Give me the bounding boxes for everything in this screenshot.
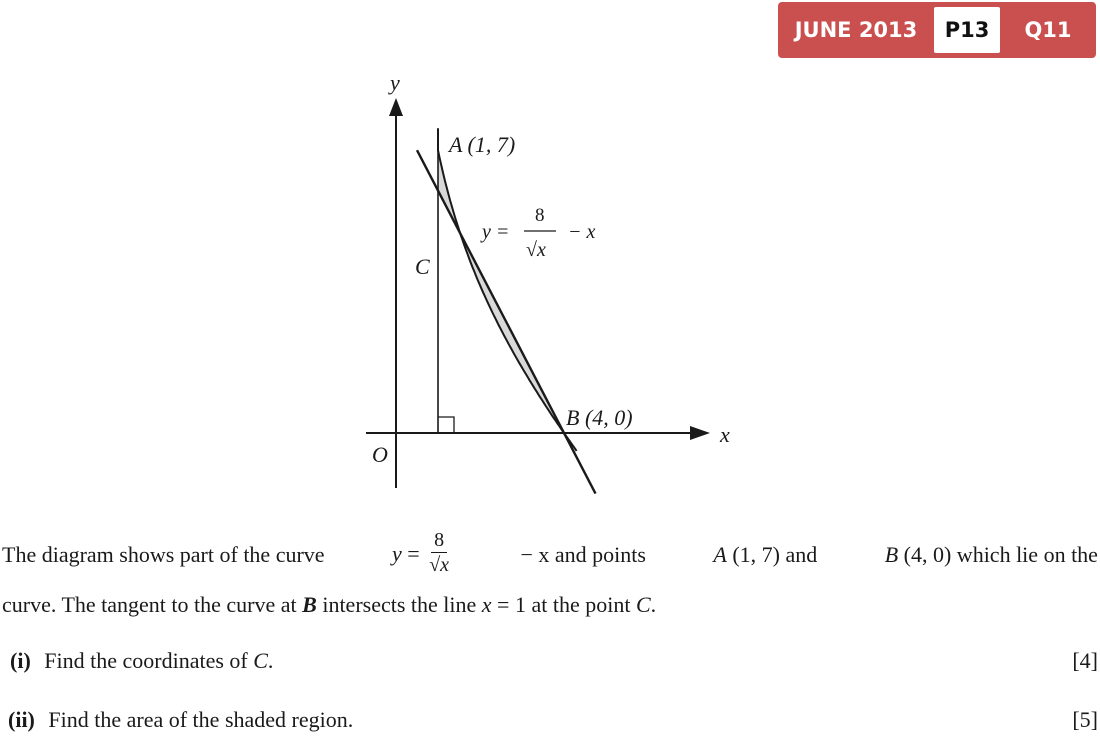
- question-line-2: [2, 585, 1098, 625]
- part-ii-body: Find the area of the shaded region.: [48, 707, 354, 732]
- line2-text-f: .: [650, 592, 657, 617]
- curve-expression: [392, 528, 453, 578]
- y-axis-label: y: [390, 70, 400, 95]
- part-i-var: C: [253, 648, 268, 673]
- point-b-coords: (4, 0) which lie on the: [903, 542, 1098, 567]
- part-ii-marks: [5]: [1072, 707, 1098, 732]
- question-text: [2, 525, 1098, 625]
- line2-text-a: curve. The tangent to the curve at: [2, 592, 297, 617]
- curve-label-num: 8: [535, 205, 545, 226]
- part-i-text: [10, 648, 273, 674]
- point-b-ref: [885, 532, 1098, 578]
- point-a-ref: [713, 532, 817, 578]
- fraction: [429, 530, 449, 575]
- curve-label-rhs: − x: [568, 221, 596, 243]
- right-angle-marker: [438, 417, 454, 433]
- shaded-region: [438, 150, 564, 433]
- origin-label: O: [372, 442, 388, 467]
- part-ii-text: [8, 707, 353, 733]
- point-a-label: A (1, 7): [449, 132, 516, 157]
- part-i-number: (i): [10, 648, 31, 673]
- point-a-var: A: [713, 542, 727, 567]
- line2-c-var: C: [635, 592, 651, 617]
- line2-x-var: x: [481, 592, 492, 617]
- curve-line: [438, 128, 577, 451]
- part-ii: [8, 707, 1098, 733]
- part-i-marks: [4]: [1072, 648, 1098, 673]
- line2-text-c: intersects the line: [322, 592, 477, 617]
- question-line-1: [2, 525, 1098, 585]
- badge-paper: P13: [934, 7, 1000, 53]
- line2-text-d: = 1 at the point: [497, 592, 631, 617]
- fraction-denominator: √x: [429, 553, 450, 576]
- point-b-label: B (4, 0): [566, 405, 633, 430]
- badge-session: JUNE 2013: [794, 18, 918, 42]
- part-i: [10, 648, 1098, 674]
- intro-text-1: The diagram shows part of the curve: [2, 542, 325, 567]
- y-axis-arrow-icon: [389, 98, 403, 116]
- curve-label-den: √x: [526, 239, 546, 261]
- point-b-var: B: [884, 542, 899, 567]
- part-i-body: Find the coordinates of: [44, 648, 248, 673]
- x-axis-arrow-icon: [690, 426, 710, 440]
- tangent-line: [417, 150, 596, 493]
- badge-question: Q11: [1024, 18, 1072, 42]
- point-a-coords: (1, 7) and: [732, 542, 818, 567]
- curve-label-lhs: y =: [482, 221, 510, 243]
- line2-b-var: B: [302, 592, 317, 617]
- part-ii-number: (ii): [8, 707, 35, 732]
- var-y: y: [392, 541, 402, 567]
- x-axis-label: x: [720, 422, 730, 447]
- point-c-label: C: [415, 254, 430, 279]
- intro-text-2: − x and points: [520, 542, 646, 567]
- equals-sign: =: [407, 541, 420, 567]
- part-i-end: .: [267, 648, 274, 673]
- fraction-numerator: 8: [431, 530, 447, 553]
